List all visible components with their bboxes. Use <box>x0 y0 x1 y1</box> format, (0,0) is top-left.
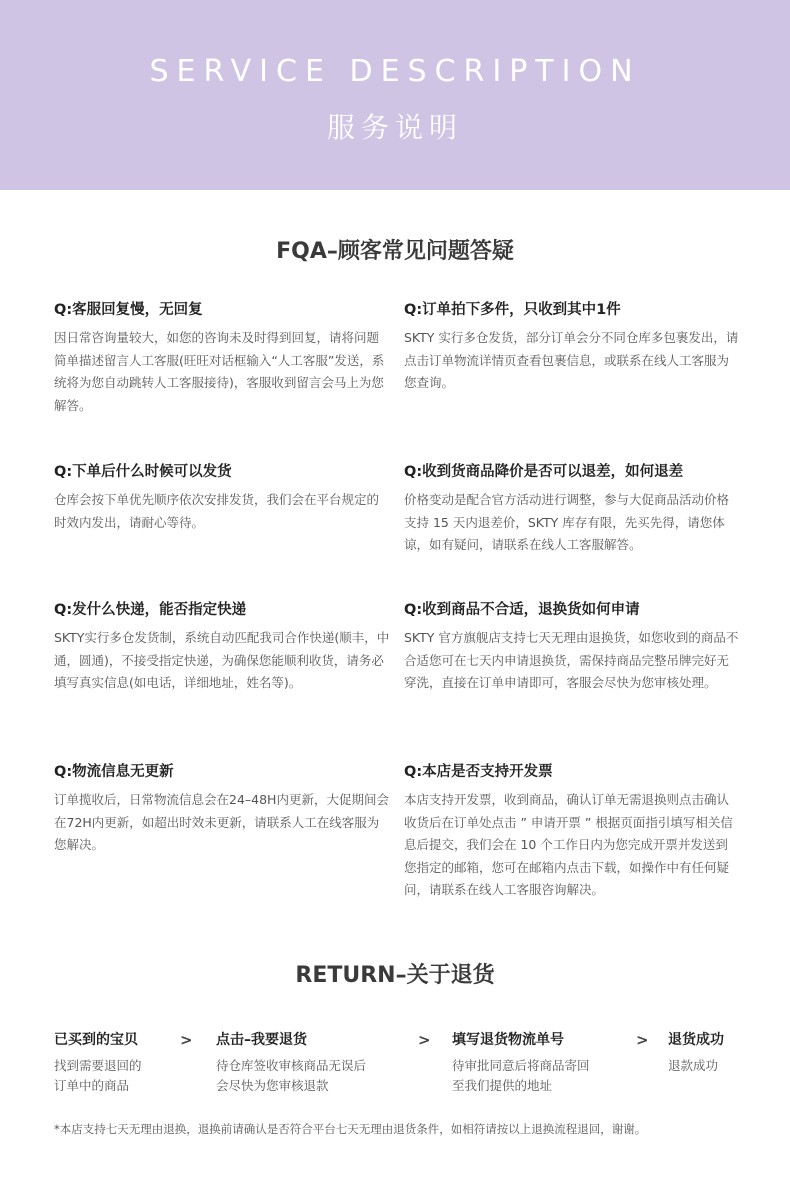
faq-answer: SKTY实行多仓发货制，系统自动匹配我司合作快递(顺丰，中通，圆通)，不接受指定快递，为确保您能顺利收货，请务必填写真实信息(如电话，详细地址，姓名等)。 <box>54 630 390 690</box>
faq-question: Q:收到商品不合适，退换货如何申请 <box>404 602 640 618</box>
step-desc-line: 订单中的商品 <box>54 1078 130 1093</box>
faq-item-logistics <box>54 762 390 857</box>
step-arrow-icon: > <box>180 1031 193 1049</box>
step-desc-line: 退款成功 <box>668 1058 719 1073</box>
faq-answer: 因日常咨询量较大，如您的咨询未及时得到回复，请将问题简单描述留言人工客服(旺旺对话框输入“人工客服”发送，系统将为您自动跳转人工客服接待)，客服收到留言会马上为您解答。 <box>54 330 385 413</box>
faq-answer: SKTY 官方旗舰店支持七天无理由退换货，如您收到的商品不合适您可在七天内申请退换货，需保持商品完整吊牌完好无穿洗，直接在订单申请即可，客服会尽快为您审核处理。 <box>404 630 739 690</box>
faq-question: Q:下单后什么时候可以发货 <box>54 464 232 480</box>
faq-question: Q:订单拍下多件，只收到其中1件 <box>404 302 621 318</box>
step-description <box>668 1056 724 1076</box>
banner-title-en: SERVICE DESCRIPTION <box>149 54 641 89</box>
banner-title-cn: 服务说明 <box>326 111 463 144</box>
faq-answer: 仓库会按下单优先顺序依次安排发货，我们会在平台规定的时效内发出，请耐心等待。 <box>54 492 380 530</box>
header-banner <box>0 0 790 190</box>
faq-question: Q:发什么快递，能否指定快递 <box>54 602 247 618</box>
return-section-title: RETURN–关于退货 <box>295 963 495 988</box>
faq-answer: 本店支持开发票，收到商品，确认订单无需退换则点击确认收货后在订单处点击 ” 申请开票 ” 根据页面指引填写相关信息后提交，我们会在 10 个工作日内为您完成开票并发送到您指定的邮箱，您可在邮箱内点击下载，如操作中有任何疑问，请联系在线人工客服咨询解决。 <box>404 792 733 897</box>
return-step-3 <box>452 1030 590 1096</box>
return-steps <box>0 1030 790 1100</box>
faq-answer: 订单揽收后，日常物流信息会在24–48H内更新，大促期间会在72H内更新，如超出时效未更新，请联系人工在线客服为您解决。 <box>54 792 389 852</box>
step-description <box>54 1056 142 1096</box>
step-desc-line: 待审批同意后将商品寄回 <box>452 1058 590 1073</box>
step-title: 填写退货物流单号 <box>452 1032 564 1048</box>
step-desc-line: 会尽快为您审核退款 <box>216 1078 329 1093</box>
step-desc-line: 找到需要退回的 <box>54 1058 142 1073</box>
faq-item-ship-time <box>54 462 390 534</box>
step-title: 退货成功 <box>668 1032 724 1048</box>
return-step-1 <box>54 1030 142 1096</box>
return-footnote: *本店支持七天无理由退换，退换前请确认是否符合平台七天无理由退货条件，如相符请按以上退换流程退回，谢谢。 <box>54 1122 647 1136</box>
return-step-4 <box>668 1030 724 1076</box>
step-arrow-icon: > <box>418 1031 431 1049</box>
faq-item-partial-delivery <box>404 300 740 395</box>
faq-item-return-request <box>404 600 740 695</box>
step-description <box>452 1056 590 1096</box>
faq-question: Q:收到货商品降价是否可以退差，如何退差 <box>404 464 684 480</box>
faq-answer: SKTY 实行多仓发货，部分订单会分不同仓库多包裹发出，请点击订单物流详情页查看包裹信息，或联系在线人工客服为您查询。 <box>404 330 739 390</box>
faq-answer: 价格变动是配合官方活动进行调整，参与大促商品活动价格支持 15 天内退差价，SKTY 库存有限，先买先得，请您体谅，如有疑问，请联系在线人工客服解答。 <box>404 492 730 552</box>
faq-item-slow-reply <box>54 300 390 417</box>
faq-item-invoice <box>404 762 740 902</box>
faq-section-title: FQA–顾客常见问题答疑 <box>276 239 514 264</box>
step-desc-line: 待仓库签收审核商品无误后 <box>216 1058 367 1073</box>
faq-question: Q:物流信息无更新 <box>54 764 174 780</box>
faq-question: Q:本店是否支持开发票 <box>404 764 553 780</box>
return-step-2 <box>216 1030 366 1096</box>
step-description <box>216 1056 366 1096</box>
step-title: 已买到的宝贝 <box>54 1032 138 1048</box>
faq-question: Q:客服回复慢，无回复 <box>54 302 203 318</box>
step-title: 点击–我要退货 <box>216 1032 307 1048</box>
step-desc-line: 至我们提供的地址 <box>452 1078 553 1093</box>
faq-item-price-drop <box>404 462 740 557</box>
faq-item-courier <box>54 600 390 695</box>
step-arrow-icon: > <box>636 1031 649 1049</box>
